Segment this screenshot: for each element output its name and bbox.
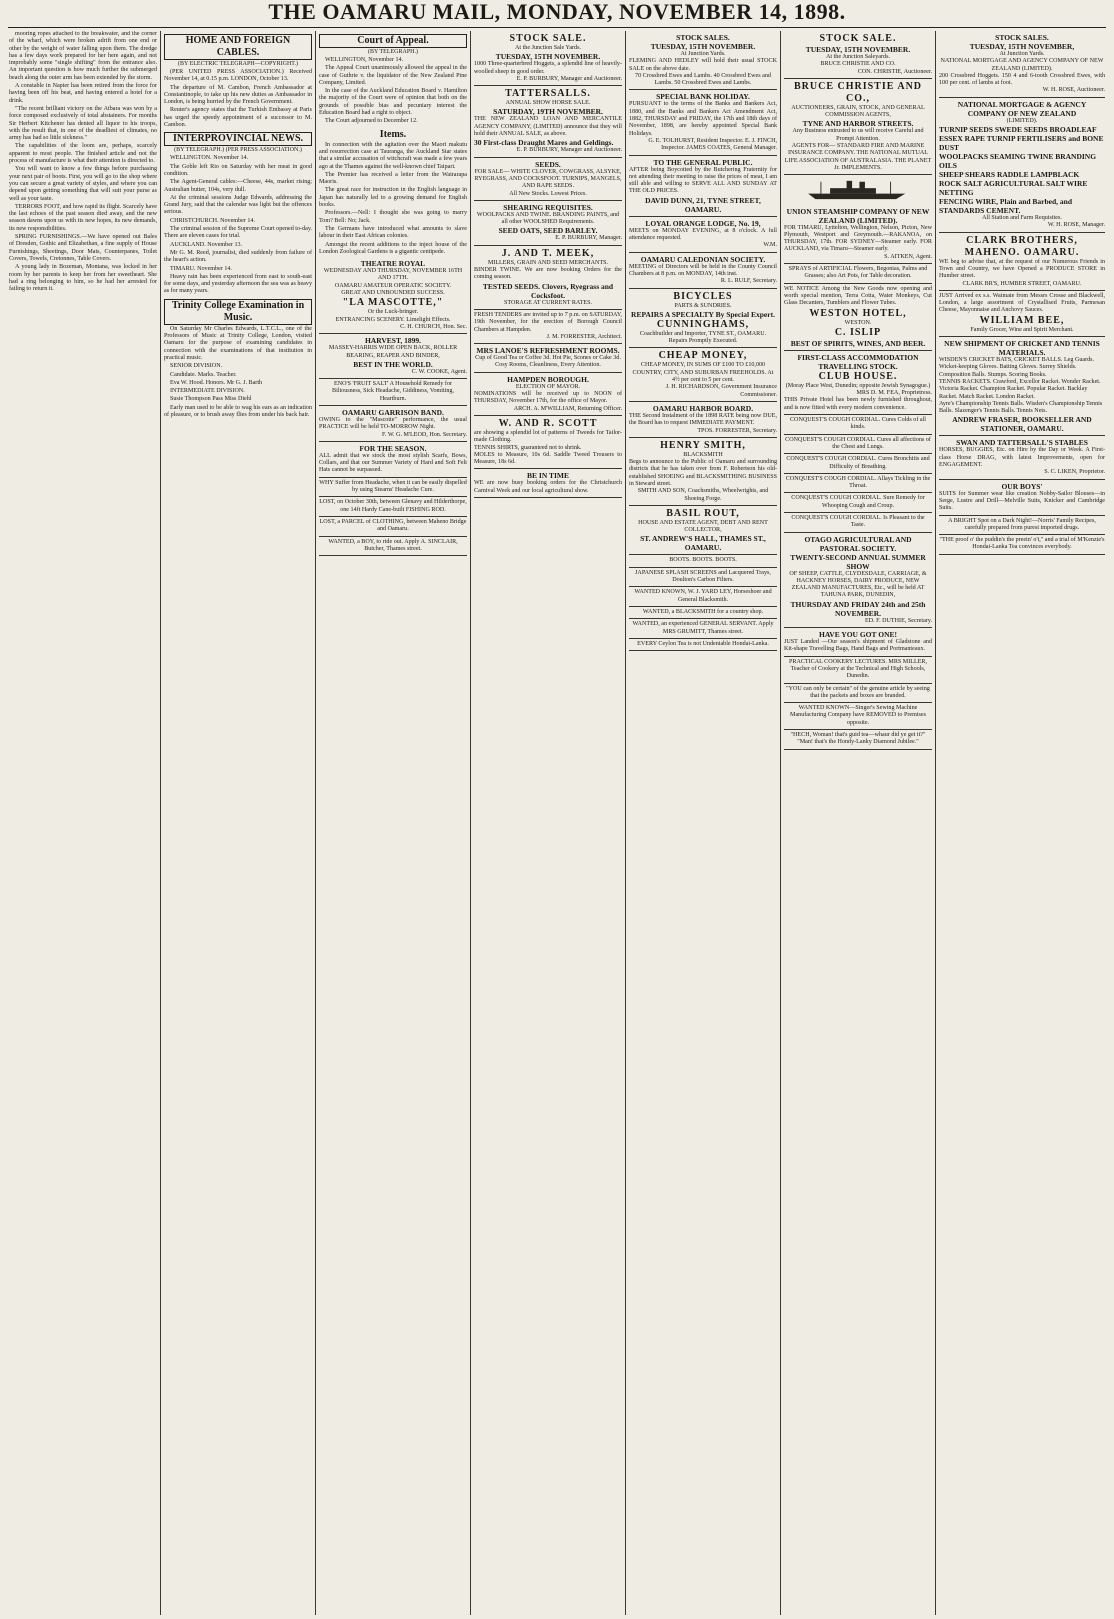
smith-sub: BLACKSMITH <box>683 451 723 458</box>
money-ad <box>629 348 777 401</box>
meek-title: J. AND T. MEEK, <box>501 247 595 259</box>
boys-ad <box>939 480 1105 516</box>
theatre-footer: C. H. CHURCH, Hon. Sec. <box>400 323 467 330</box>
club-ad <box>784 351 932 415</box>
news-paragraph: The capabilities of the loom are, perhaps, scarcely apparent to most people. The finished article and not the process of manufacture is what their attention is directed to. <box>9 143 157 165</box>
harvest-title: HARVEST, 1899. <box>364 336 422 346</box>
national-sale-date: TUESDAY, 15TH NOVEMBER, <box>969 42 1075 51</box>
news-paragraph: The Germans have introduced what amounts to slave labour in their East African colonies. <box>319 225 467 240</box>
cough-ad: CONQUEST'S COUGH CORDIAL. Is Pleasant to the Taste. <box>784 513 932 533</box>
column-3 <box>316 31 471 1615</box>
waimate-text: JUST Arrived ex s.s. Waimate from Messrs Crosse and Blackwell, London, a large assortment of Crystallised Fruits, Parmesan Cheese, Mayonnaise and Anchovy Sauces. <box>939 292 1105 314</box>
stables-title: SWAN AND TATTERSALL'S STABLES <box>956 438 1088 448</box>
exam-line: Candidate. Marks. Teacher. <box>170 371 237 378</box>
club-text: THIS Private Hotel has been newly furnished throughout, and is now fitted with every modern convenience. <box>784 397 932 411</box>
news-paragraph: Professors.—Nell: I thought she was going to marry Tom? Bell: No; Jack. <box>319 210 467 224</box>
got-one-title: HAVE YOU GOT ONE! <box>819 630 897 640</box>
theatre-company: OAMARU AMATEUR OPERATIC SOCIETY. <box>334 282 452 289</box>
bruce-title: BRUCE CHRISTIE AND CO., <box>793 80 923 104</box>
news-paragraph: WELLINGTON. November 14. <box>170 155 249 162</box>
stables-sign: S. C. LIKEN, Proprietor. <box>1044 469 1105 476</box>
meek-tested: TESTED SEEDS. Clovers, Ryegrass and Cocksfoot. <box>482 281 614 300</box>
union-ad <box>784 175 932 264</box>
national-sale-firm: NATIONAL MORTGAGE AND AGENCY COMPANY OF NEW ZEALAND (LIMITED). <box>940 58 1104 72</box>
notice-ad <box>784 284 932 351</box>
tenders-text: FRESH TENDERS are invited up to 7 p.m. on SATURDAY, 19th November, for the erection of Borough Council Chambers at Hampden. <box>474 311 622 333</box>
theatre-sub: Or the Luck-bringer. <box>367 309 419 316</box>
cable-paragraph: (PER UNITED PRESS ASSOCIATION.) Received November 14, at 0.15 p.m. LONDON, October 13. <box>164 69 312 83</box>
smith-ad <box>629 438 777 506</box>
lodge-title: LOYAL ORANGE LODGE, No. 19, <box>645 218 761 228</box>
cricket-balls: Ayre's Championship Tennis Balls. Wisden's Championship Tennis Balls. Slazenger's Tennis Balls. Tennis Nets. <box>939 400 1103 415</box>
cough-ad: CONQUEST'S COUGH CORDIAL. Allays Tickling in the Throat. <box>784 474 932 494</box>
meek-sub: MILLERS, GRAIN AND SEED MERCHANTS. <box>487 259 609 266</box>
seeds-ad <box>474 158 622 201</box>
japanese-ad: JAPANESE SPLASH SCREENS and Lacquered Trays, Doulton's Carbon Filters. <box>629 568 777 588</box>
national-sub: (LIMITED). <box>1006 117 1038 124</box>
be-in-time-ad <box>474 469 622 498</box>
shearing-text: WOOLPACKS AND TWINE. BRANDING PAINTS, and all other WOOLSHED Requirements. <box>476 211 620 226</box>
hampden-sub: ELECTION OF MAYOR. <box>515 383 581 390</box>
tattersalls-title: TATTERSALLS. <box>505 88 591 100</box>
scott-text: are showing a splendid lot of patterns of Tweeds for Tailor-made Clothing. <box>474 429 622 444</box>
stock-sales-ad <box>629 31 777 90</box>
hampden-title: HAMPDEN BOROUGH. <box>507 374 589 384</box>
tenders-ad <box>474 310 622 344</box>
national-sale-ad <box>939 31 1105 98</box>
harbour-ad <box>629 402 777 438</box>
scott-title: W. AND R. SCOTT <box>498 417 598 429</box>
boots-ad: BOOTS. BOOTS. BOOTS. <box>629 555 777 567</box>
got-one-text: JUST Landed —Our season's shipment of Gladstone and Kit-shape Travelling Bags, Hand Bags and Portmanteaux. <box>784 639 932 653</box>
bruce-text: Any Business entrusted to us will receive Careful and Prompt Attention. <box>792 128 924 142</box>
public-title: TO THE GENERAL PUBLIC. <box>653 157 753 167</box>
club-sign: MRS D. M. FEA, Proprietress. <box>856 390 932 397</box>
cricket-items: WISDEN'S CRICKET BATS, CRICKET BALLS. Leg Guards. Wicket-keeping Gloves. Batting Gloves. Surrey Shields. Composition Balls. Stumps. Scoring Books. <box>939 357 1095 378</box>
cough-ad: CONQUEST'S COUGH CORDIAL. Sure Remedy for Whooping Cough and Croup. <box>784 493 932 513</box>
band-text: OWING to the "Mascotte" performance, the usual PRACTICE will be held TO-MORROW Night. <box>319 416 467 431</box>
stock-sales-firm: FLEMING AND HEDLEY will hold their usual STOCK SALE on the above date. <box>629 58 777 72</box>
column-5 <box>626 31 781 1615</box>
national-shears: SHEEP SHEARS RADDLE LAMPBLACK <box>939 170 1080 180</box>
theatre-note: ENTRANCING SCENERY. Limelight Effects. <box>335 316 451 323</box>
small-ad: LOST, a PARCEL of CLOTHING, between Maheno Bridge and Oamaru. <box>319 517 467 537</box>
national-sale-sign: W. H. ROSE, Auctioneer. <box>1042 87 1105 94</box>
cable-paragraph: The departure of M. Cambon, French Ambassador at Constantinople, to take up his new duties as Ambassador in London, is being hurried by the French Government. <box>164 84 312 106</box>
bicycles-trade: Coachbuilder and Importer, TYNE ST., OAMARU. <box>639 330 767 337</box>
cable-paragraph: Reuter's agency states that the Turkish Embassy at Paris has urged the speedy appointment of a successor to M. Cambon. <box>164 107 312 129</box>
weston-spirits: BEST OF SPIRITS, WINES, AND BEER. <box>790 338 926 348</box>
news-paragraph: TIMARU. November 14. <box>170 265 232 272</box>
cables-subheading: (BY ELECTRIC TELEGRAPH—COPYRIGHT.) <box>177 61 299 67</box>
tattersalls-sub: ANNUAL SHOW HORSE SALE. <box>505 100 591 107</box>
shearing-title: SHEARING REQUISITES. <box>503 202 593 212</box>
christie-sale-sign: CON. CHRISTIE, Auctioneer. <box>857 68 932 75</box>
steamship-icon <box>791 179 924 201</box>
news-paragraph: The criminal session of the Supreme Court opened to-day. There are eleven cases for trial. <box>164 226 312 240</box>
appeal-subheading: (BY TELEGRAPH.) <box>368 49 418 55</box>
caledonian-title: OAMARU CALEDONIAN SOCIETY. <box>640 254 766 264</box>
christie-sale-title: STOCK SALE. <box>819 33 897 44</box>
rout-addr: ST. ANDREW'S HALL, THAMES ST., OAMARU. <box>640 534 766 553</box>
public-sign: DAVID DUNN, 21, TYNE STREET, OAMARU. <box>645 195 761 214</box>
misc-ad: "THE proof o' the puddin's the preein' o't," and a trial of M'Kenzie's Hondai-Lanka Tea convinces everybody. <box>939 535 1105 555</box>
stock-sale-entries: 1000 Three-quarterbred Hoggets, a splendid line of heavily-woolled sheep in good order. <box>474 61 622 75</box>
otago-ad <box>784 533 932 628</box>
meek-foot: STORAGE AT CURRENT RATES. <box>503 299 593 306</box>
harbour-sign: TPOS. FORRESTER, Secretary. <box>697 427 777 434</box>
news-paragraph: You will want to know a few things before purchasing your next pair of boots. First, you will go to the shop where you can secure a great variety of styles, and where you can depend upon getting something that will suit your purse as well as your taste. <box>9 166 157 202</box>
cookery-ad: PRACTICAL COOKERY LECTURES. MRS MILLER, Teacher of Cookery at the Technical and High Schools, Dunedin. <box>784 657 932 684</box>
wanted-ad: WANTED KNOWN, W. J. YARD LEY, Horseshoer and General Blacksmith. <box>629 587 777 607</box>
bicycles-title: BICYCLES <box>673 290 733 302</box>
stock-sale-date: TUESDAY, 15TH NOVEMBER. <box>495 52 601 62</box>
masthead-rule <box>8 27 1106 28</box>
public-text: AFTER being Boycotted by the Butchering Fraternity for not attending their meeting to raise the prices of meat, I am still able and willing to SERVE ALL AND SUNDAY AT THE OLD PRICES. <box>629 166 777 195</box>
money-sign: J. H. RICHARDSON, Government Insurance Commissioner. <box>665 384 777 398</box>
union-sign: S. AITKEN, Agent. <box>884 253 932 260</box>
news-paragraph: At the criminal sessions Judge Edwards, addressing the Grand Jury, said that the calendar was light but the offences serious. <box>164 194 312 216</box>
scott-shirts: TENNIS SHIRTS, guaranteed not to shrink. <box>474 444 582 451</box>
columns <box>6 31 1108 1615</box>
eno-ad: ENO'S 'FRUIT SALT' A Household Remedy for Biliousness, Sick Headache, Giddiness, Vomiting, Heartburn. <box>319 379 467 406</box>
cough-ad: CONQUEST'S COUGH CORDIAL. Cures all affections of the Chest and Lungs. <box>784 435 932 455</box>
be-in-time-title: BE IN TIME <box>527 471 569 481</box>
bank-holiday-title: SPECIAL BANK HOLIDAY. <box>656 92 750 102</box>
bicycles-foot: Repairs Promptly Executed. <box>668 338 738 345</box>
clark-title: CLARK BROTHERS, MAHENO. OAMARU. <box>964 234 1080 258</box>
bank-holiday-signs: G. E. TOLHURST, Resident Inspector. E. J. FINCH, Inspector. JAMES COATES, General Manager. <box>648 137 777 152</box>
stock-sale-sub: At the Junction Sale Yards. <box>514 45 581 51</box>
tattersalls-sign: E. P. BURBURY, Manager and Auctioneer. <box>516 147 622 154</box>
national-rock: ROCK SALT AGRICULTURAL SALT WIRE NETTING <box>939 179 1088 198</box>
band-sign: F. W. G. M'LEOD, Hon. Secretary. <box>381 431 467 438</box>
tenders-sign: J. M. FORRESTER, Architect. <box>546 333 622 340</box>
christie-sale-ad <box>784 31 932 79</box>
clark-text: WE beg to advise that, at the request of our Numerous Friends in Town and Country, we have Opened a PRODUCE STORE in Humber street. <box>939 258 1105 280</box>
theatre-title: THEATRE ROYAL <box>360 259 426 269</box>
smith-text: Begs to announce to the Public of Oamaru and surrounding districts that he has taken over from F. Robertson his old-established SHOEING and BLACKSMITHING BUSINESS in Steward street. <box>629 459 777 487</box>
masthead: THE OAMARU MAIL, MONDAY, NOVEMBER 14, 1898. <box>268 0 846 24</box>
christie-sale-sub: At the Junction Saleyards. <box>826 54 890 60</box>
interprovincial-subheading: (BY TELEGRAPH.) (PER PRESS ASSOCIATION.) <box>174 147 302 154</box>
lodge-sign: W.M. <box>763 242 777 249</box>
club-name: CLUB HOUSE. <box>818 370 898 382</box>
cough-ad: CONQUEST'S COUGH CORDIAL. Cures Bronchitis and Difficulty of Breathing. <box>784 454 932 474</box>
items-heading: Items. <box>379 128 407 140</box>
club-sub: (Moray Place West, Dunedin; opposite Jewish Synagogue.) <box>785 382 931 389</box>
cricket-sign: ANDREW FRASER, BOOKSELLER AND STATIONER, OAMARU. <box>952 415 1092 434</box>
shearing-ad <box>474 201 622 246</box>
seeds-text: FOR SALE— WHITE CLOVER, COWGRASS, ALSYKE, RYEGRASS, AND COCKSFOOT. TURNIPS, MANGELS, AND RAPE SEEDS. <box>474 168 622 190</box>
clark-sign: CLARK BR'S, HUMBER STREET, OAMARU. <box>962 280 1082 287</box>
bicycles-sub: PARTS & SUNDRIES. <box>674 302 732 309</box>
news-paragraph: CHRISTCHURCH. November 14. <box>170 217 255 224</box>
stock-sale-sign: E. P. BURBURY, Manager and Auctioneer. <box>516 75 622 82</box>
cricket-title: NEW SHIPMENT OF CRICKET AND TENNIS MATERIALS. <box>944 339 1100 358</box>
misc-ad: WANTED KNOWN—Singer's Sewing Machine Manufacturing Company have REMOVED to Premises opposite. <box>784 703 932 730</box>
national-sign: W. H. ROSE, Manager. <box>1047 222 1105 229</box>
stock-sales-sub: At Junction Yards. <box>680 51 726 57</box>
news-paragraph: Mr G. M. Reed, journalist, died suddenly from failure of the heart's action. <box>164 249 312 264</box>
club-title: FIRST-CLASS ACCOMMODATION TRAVELLING STOCK. <box>797 352 919 371</box>
harvest-ad <box>319 334 467 379</box>
stock-sale-title: STOCK SALE. <box>509 33 587 44</box>
news-paragraph: On Saturday Mr Charles Edwards, L.T.C.L., one of the Professors of Music at Trinity College, London, visited Oamaru for the purpose of examining candidates in connection with the examinations of that institution in practical music. <box>164 325 312 361</box>
sprays-ad: SPRAYS of ARTIFICIAL Flowers, Begonias, Palms and Grasses; also Art Pots, for Table decoration. <box>784 264 932 284</box>
lodge-ad <box>629 217 777 253</box>
boys-text: SUITS for Summer wear like creation Nobby-Sailor Blouses—in Serge, Lustre and Drill—Melville Suits, Knicker and Cambridge Suits. <box>939 490 1105 512</box>
bruce-addr: TYNE AND HARBOR STREETS. <box>802 119 914 129</box>
theatre-dates: WEDNESDAY AND THURSDAY, NOVEMBER 16TH AND 17TH. <box>323 268 463 282</box>
public-ad <box>629 156 777 217</box>
news-paragraph: Heavy rain has been experienced from east to south-east for some days, and yesterday afternoon the sea was as heavy as for many years. <box>164 273 312 295</box>
stock-sales-title: STOCK SALES. <box>676 33 730 42</box>
otago-sign: ED. F. DUTHIE, Secretary. <box>865 617 932 624</box>
lanoe-ad <box>474 344 622 373</box>
cricket-tennis: TENNIS RACKETS. Crawford, Excellor Racket. Wonder Racket. Victoria Racket. Champion Racket. Popular Racket. Backlay Racket. Match Racket. London Racket. <box>939 378 1101 400</box>
bruce-sub: AUCTIONEERS, GRAIN, STOCK, AND GENERAL COMMISSION AGENTS, <box>791 104 925 119</box>
wanted-ad: WANTED, a BLACKSMITH for a country shop. <box>629 607 777 619</box>
union-title: UNION STEAMSHIP COMPANY OF NEW ZEALAND (LIMITED). <box>786 206 930 225</box>
notice-text: WE NOTICE Among the New Goods now opening and worth special mention, Terra Cotta, Water Monkeys, Cut Glass Decanters, Tumblers and Flower Tubes. <box>784 285 932 307</box>
stock-sale-ad <box>474 31 622 86</box>
otago-title: OTAGO AGRICULTURAL AND PASTORAL SOCIETY. <box>804 534 912 553</box>
news-paragraph: Amongst the recent additions to the inject house of the London Zoological Gardens is a gigantic centipede. <box>319 241 467 255</box>
stables-text: HORSES, BUGGIES, Etc. on Hire by the Day or Week. A First-class Horse DRAG, with latest Improvements, open for ENGAGEMENT. <box>939 447 1105 469</box>
rout-sub: HOUSE AND ESTATE AGENT, DEBT AND RENT COLLECTOR, <box>638 519 768 534</box>
caledonian-ad <box>629 253 777 289</box>
bruce-agents: AGENTS FOR— STANDARD FIRE AND MARINE INSURANCE COMPANY. THE NATIONAL MUTUAL LIFE ASSOCIATION OF AUSTRALASIA. THE PLANET Jr. IMPLEMENTS. <box>784 143 932 171</box>
tattersalls-ad <box>474 86 622 157</box>
national-sale-entries: 200 Crossbred Hoggets. 150 4 and 6-tooth Crossbred Ewes, with 100 per cent. of lambs at foot. <box>939 72 1105 87</box>
misc-ad: A BRIGHT Spot on a Dark Night!—Norris' Family Recipes, carefully prepared from purest imported drugs. <box>939 516 1105 536</box>
theatre-tagline: GREAT AND UNBOUNDED SUCCESS. <box>341 290 445 297</box>
christie-sale-firm: BRUCE CHRISTIE AND CO. <box>820 61 896 68</box>
shearing-sign: E. P. BURBURY, Manager. <box>555 235 622 242</box>
harvest-line: MASSEY-HARRIS WIDE OPEN BACK, ROLLER BEARING, REAPER AND BINDER, <box>328 345 458 359</box>
band-title: OAMARU GARRISON BAND. <box>342 407 444 417</box>
money-text: COUNTRY, CITY, AND SUBURBAN FREEHOLDS. At 4½ per cent to 5 per cent. <box>632 369 774 384</box>
money-title: CHEAP MONEY, <box>658 350 748 362</box>
small-ad: LOST, on October 30th, between Glenavy and Hilderthorpe, one 14ft Hardy Cane-built FISHING ROD. <box>319 497 467 517</box>
exam-line: Eva W. Hood. Honors. Mr G. J. Barth <box>170 379 263 386</box>
scott-moles: MOLES to Measure, 10s 6d. Saddle Tweed Trousers to Measure, 18s 6d. <box>474 451 622 466</box>
exam-line: INTERMEDIATE DIVISION. <box>170 388 245 395</box>
news-paragraph: TERRORS FOOT, and how rapid its flight. Scarcely have the last echoes of the past season died away, and the new season dawns upon us with its new hopes, its new demands, its new responsibilities. <box>9 203 157 232</box>
otago-sub: TWENTY-SECOND ANNUAL SUMMER SHOW <box>790 552 926 571</box>
lanoe-title: MRS LANOE'S REFRESHMENT ROOMS. <box>476 346 620 356</box>
hampden-text: NOMINATIONS will be received up to NOON of THURSDAY, November 17th, for the office of Mayor. <box>474 391 622 405</box>
season-text: ALL admit that we stock the most stylish Scarfs, Bows, Collars, and that our Summer Variety of Hard and Soft Felt Hats cannot be surpassed. <box>319 452 467 474</box>
news-paragraph: WELLINGTON, November 14. <box>325 57 404 63</box>
cables-heading: HOME AND FOREIGN CABLES. <box>164 34 312 60</box>
harvest-tag: BEST IN THE WORLD. <box>353 359 433 369</box>
got-one-ad <box>784 628 932 657</box>
rout-ad <box>629 506 777 556</box>
waimate-ad <box>939 291 1105 337</box>
stables-ad <box>939 436 1105 479</box>
harbour-title: OAMARU HARBOR BOARD. <box>652 403 754 413</box>
news-paragraph: The Premier has received a letter from the Wairarapa Maoris. <box>319 171 467 186</box>
news-paragraph: The great race for instruction in the English language in Japan has naturally led to a growing demand for English books. <box>319 187 467 209</box>
otago-text: OF SHEEP, CATTLE, CLYDESDALE, CARRIAGE, & HACKNEY HORSES, DAIRY PRODUCE, NEW ZEALAND MANUFACTURES, Etc., will be held AT TAHUNA PARK, DUNEDIN, <box>789 570 927 599</box>
weston-title: WESTON HOTEL, <box>809 307 907 319</box>
news-paragraph: A young lady in Bozeman, Montana, was locked in her room by her parents to keep her from her sweetheart. She had a ring belonging to him, so he had her arrested for failing to return it. <box>9 264 157 293</box>
otago-date: THURSDAY AND FRIDAY 24th and 25th NOVEMBER. <box>790 599 926 618</box>
news-paragraph: mooring ropes attached to the breakwater, and the corner of the wharf, which were broken adrift from one end or other by the weight of water falling upon them. The dredge has a few days work prepared for her here again, and not improbably some "single shifting" from the entrance also. An important question is how much further the submerged beach along the outer arm has been extended by the storm. <box>9 31 157 81</box>
column-7 <box>936 31 1108 1615</box>
waimate-sub: Family Grocer, Wine and Spirit Merchant. <box>970 326 1074 333</box>
tattersalls-text: THE NEW ZEALAND LOAN AND MERCANTILE AGENCY COMPANY, (LIMITED) announce that they will hold their ANNUAL SALE, as above. <box>474 116 622 138</box>
tattersalls-count: 30 First-class Draught Mares and Geldings. <box>474 138 614 148</box>
caledonian-text: MEETING of Directors will be held in the County Council Chambers at 8 p.m. on MONDAY, 14th inst. <box>629 263 777 277</box>
column-4 <box>471 31 626 1615</box>
appeal-heading: Court of Appeal. <box>319 34 467 48</box>
news-paragraph: Early man used to be able to wag his ears as an indication of pleasure, or to brush away flies from under his back hair. <box>164 404 312 418</box>
bicycles-ad <box>629 289 777 349</box>
news-paragraph: In the case of the Auckland Education Board v. Hamilton the majority of the Court were of opinion that both on the grounds of possible bias and pecuniary interest the Education Board had a right to object. <box>319 88 467 117</box>
bruce-ad <box>784 79 932 175</box>
news-paragraph: In connection with the agitation over the Maori makutu and resurrection case at Tauranga, the Auckland Star states that a similar accusation of witchcraft was made a few years ago at the Thames against the well-known chief Taipari. <box>319 141 467 170</box>
money-sub: CHEAP MONEY, IN SUMS OF £100 TO £10,000 <box>640 362 766 369</box>
exam-line: Susie Thompson Pass Miss Diehl <box>170 396 252 403</box>
column-6 <box>781 31 936 1615</box>
news-paragraph: The Appeal Court unanimously allowed the appeal in the case of Guthrie v. the liquidator of the New Zealand Pine Company, Limited. <box>319 65 467 86</box>
small-ad: WANTED, a BOY, to ride out. Apply A. SINCLAIR, Butcher, Thames street. <box>319 537 467 557</box>
seeds-foot: All New Stocks. Lowest Prices. <box>509 190 587 197</box>
wanted-ad: WANTED, an experienced GENERAL SERVANT. Apply MRS GRUMITT, Thames street. <box>629 619 777 639</box>
column-2 <box>161 31 316 1615</box>
news-paragraph: The Goble left Rio on Saturday with her meat in good condition. <box>164 163 312 177</box>
cough-ad: CONQUEST'S COUGH CORDIAL. Cures Colds of all kinds. <box>784 415 932 435</box>
bank-holiday-ad <box>629 90 777 155</box>
season-ad <box>319 442 467 478</box>
interprovincial-heading: INTERPROVINCIAL NEWS. <box>164 132 312 146</box>
caledonian-sign: R. L. RULF, Secretary. <box>720 278 777 285</box>
bicycles-firm: CUNNINGHAMS, <box>656 318 750 330</box>
meek-text: BINDER TWINE. We are now booking Orders for the coming season. <box>474 267 622 281</box>
misc-ad: "YOU can only be certain" of the genuine article by seeing that the packets and boxes are branded. <box>784 684 932 704</box>
theatre-ad <box>319 257 467 334</box>
lanoe-foot: Cosy Rooms, Cleanliness, Every Attention. <box>495 362 601 369</box>
national-foot: All Station and Farm Requisites. <box>982 215 1062 222</box>
exam-line: SENIOR DIVISION. <box>170 363 223 370</box>
national-seeds: TURNIP SEEDS SWEDE SEEDS BROADLEAF ESSEX RAPE TURNIP FERTILISERS and BONE DUST <box>939 125 1104 153</box>
meek-ad <box>474 246 622 310</box>
wanted-ad: EVERY Ceylon Tea is not Undeniable Hondai-Lanka. <box>629 639 777 651</box>
national-ad <box>939 98 1105 233</box>
national-sale-title: STOCK SALES. <box>995 33 1049 42</box>
waimate-name: WILLIAM BEE, <box>979 314 1065 326</box>
bank-holiday-text: PURSUANT to the terms of the Banks and Bankers Act, 1880, and the Banks and Bankers Act Amendment Act, 1882, THURSDAY and FRIDAY, the 17th and 18th days of November, 1898, are hereby appointed Special Bank Holidays. <box>629 101 777 137</box>
boys-title: OUR BOYS' <box>1001 481 1043 491</box>
cricket-ad <box>939 337 1105 436</box>
union-text: FOR TIMARU, Lyttelton, Wellington, Nelson, Picton, New Plymouth, Westport and Greymouth.—RAKANOA, on THURSDAY, 17th. FOR SYDNEY—Steamer early. FOR AUCKLAND, via Timaru—Steamer early. <box>784 224 932 253</box>
stock-sales-entries: 70 Crossbred Ewes and Lambs. 40 Crossbred Ewes and Lambs. 50 Crossbred Ewes and Lambs. <box>635 72 771 87</box>
band-ad <box>319 406 467 442</box>
harvest-agent: C. W. COOKE, Agent. <box>411 368 467 375</box>
theatre-opera: "LA MASCOTTE," <box>342 297 444 309</box>
lanoe-items: Cup of Good Tea or Coffee 3d. Hot Pie, Scones or Cake 3d. <box>475 355 621 362</box>
news-paragraph: The Agent-General cables:—Cheese, 44s, market rising; Australian butter, 104s, very dull. <box>164 179 312 193</box>
scott-ad <box>474 416 622 469</box>
stock-sales-date: TUESDAY, 15TH NOVEMBER. <box>650 42 756 51</box>
bicycles-repairs: REPAIRS A SPECIALTY By Special Expert. <box>631 309 775 319</box>
tattersalls-date: SATURDAY, 19TH NOVEMBER. <box>493 107 603 117</box>
clark-ad <box>939 233 1105 291</box>
column-1 <box>6 31 161 1615</box>
be-in-time-text: WE are now busy booking orders for the Christchurch Carnival Week and our local agricultural show. <box>474 480 622 494</box>
harbour-text: THE Second Instalment of the 1898 RATE being now DUE, the Board has to request IMMEDIATE PAYMENT. <box>629 412 777 427</box>
news-paragraph: A constable in Napier has been retired from the force for having been off his beat, and having entered a hotel for a drink. <box>9 83 157 104</box>
shearing-seed: SEED OATS, SEED BARLEY. <box>498 226 598 236</box>
misc-ad: "HECH, Woman! that's guid tea—whaur did ye get it?" "Man! that's the Hondy-Lanky Diamond Jubilee." <box>784 730 932 750</box>
weston-place: WESTON. <box>844 319 872 326</box>
seeds-title: SEEDS. <box>535 159 561 169</box>
national-fencing: FENCING WIRE, Plain and Barbed, and STANDARDS CEMENT. <box>939 197 1073 216</box>
hampden-ad <box>474 373 622 416</box>
national-woolpacks: WOOLPACKS SEAMING TWINE BRANDING OILS <box>939 152 1097 171</box>
news-paragraph: "The recent brilliant victory on the Atbara was won by a force composed exclusively of total abstainers. For months Sir Herbert Kitchener has denied all liquor to his troops, with the result that, in one of the deadliest of climates, no army has had so little sickness." <box>9 105 157 142</box>
christie-sale-date: TUESDAY, 15TH NOVEMBER. <box>805 45 911 54</box>
hampden-sign: ARCH. A. M'WILLIAM, Returning Officer. <box>513 405 622 412</box>
smith-title: HENRY SMITH, <box>660 439 746 451</box>
lodge-text: MEETS on MONDAY EVENING, at 8 o'clock. A full attendance requested. <box>629 227 777 242</box>
smith-sign: SMITH AND SON, Coachsmiths, Wheelwrights, and Shoeing Forge. <box>637 488 769 502</box>
rout-title: BASIL ROUT, <box>666 507 740 519</box>
news-paragraph: The Court adjourned to December 12. <box>325 118 418 125</box>
national-title: NATIONAL MORTGAGE & AGENCY COMPANY OF NEW ZEALAND <box>957 99 1087 118</box>
news-paragraph: AUCKLAND. November 13. <box>170 241 243 248</box>
national-sale-sub: At Junction Yards. <box>999 51 1045 57</box>
news-paragraph: SPRING FURNISHINGS.—We have opened out Bales of Dresden, Gothic and Elizabethan, a fine supply of House Furnishings, Sheetings, Door Mats, Counterpanes, Toilet Covers, Towels, Cretonnes, Table Covers. <box>9 234 157 262</box>
small-ad: WHY Suffer from Headache, when it can be easily dispelled by using Stearns' Headache Cure. <box>319 478 467 498</box>
season-title: FOR THE SEASON. <box>359 443 427 453</box>
weston-name: C. ISLIP <box>834 326 882 338</box>
trinity-heading: Trinity College Examination in Music. <box>164 299 312 325</box>
